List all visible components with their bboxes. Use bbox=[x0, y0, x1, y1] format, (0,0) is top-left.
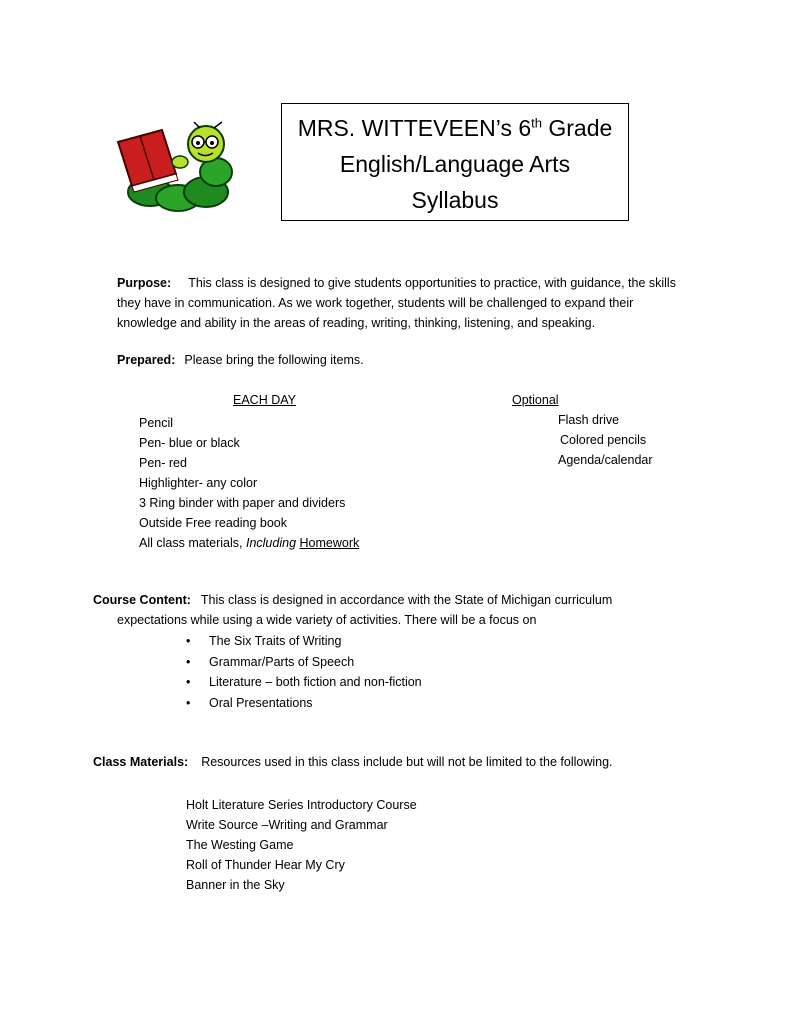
purpose-text: This class is designed to give students opportunities to practice, with guidance, the skills bbox=[188, 276, 676, 290]
antenna bbox=[214, 122, 222, 128]
list-item: Highlighter- any color bbox=[139, 476, 258, 490]
list-item: Roll of Thunder Hear My Cry bbox=[186, 858, 345, 872]
optional-header: Optional bbox=[512, 393, 559, 407]
bullet-icon: • bbox=[186, 696, 191, 710]
antenna bbox=[194, 122, 200, 128]
list-item: Banner in the Sky bbox=[186, 878, 285, 892]
optional-item: Colored pencils bbox=[560, 433, 647, 447]
course-content-line-2: expectations while using a wide variety of activities. There will be a focus on bbox=[117, 613, 537, 627]
list-item: Pencil bbox=[139, 416, 174, 430]
class-materials-line: Class Materials: Resources used in this class include but will not be limited to the following. bbox=[93, 755, 613, 769]
each-day-list bbox=[139, 413, 359, 553]
prepared-label: Prepared: bbox=[117, 353, 176, 367]
prepared-section bbox=[117, 353, 364, 367]
optional-item: Flash drive bbox=[558, 413, 620, 427]
bullet-icon: • bbox=[186, 675, 191, 689]
materials-list bbox=[186, 795, 417, 895]
title-line-2: English/Language Arts bbox=[339, 151, 571, 177]
worm-hand bbox=[172, 156, 188, 168]
list-item: Write Source –Writing and Grammar bbox=[186, 818, 388, 832]
list-item: Pen- red bbox=[139, 456, 187, 470]
prepared-text: Please bring the following items. bbox=[184, 353, 364, 367]
list-item: The Westing Game bbox=[186, 838, 294, 852]
title-line-3: Syllabus bbox=[411, 187, 499, 213]
class-materials-label: Class Materials: bbox=[93, 755, 189, 769]
list-item: Outside Free reading book bbox=[139, 516, 288, 530]
list-item: All class materials, Including Homework bbox=[139, 536, 360, 550]
each-day-header: EACH DAY bbox=[233, 393, 296, 407]
course-content-line-1: Course Content: This class is designed in accordance with the State of Michigan curriculum bbox=[93, 593, 613, 607]
title-line-1: MRS. WITTEVEEN’s 6th Grade bbox=[297, 115, 613, 141]
purpose-text: knowledge and ability in the areas of reading, writing, thinking, listening, and speaking. bbox=[117, 316, 596, 330]
list-item: Pen- blue or black bbox=[139, 436, 240, 450]
list-item: 3 Ring binder with paper and dividers bbox=[139, 496, 346, 510]
purpose-section bbox=[117, 273, 676, 333]
bullet-icon: • bbox=[186, 655, 191, 669]
optional-item: Agenda/calendar bbox=[558, 453, 653, 467]
course-content-label: Course Content: bbox=[93, 593, 191, 607]
list-item: Holt Literature Series Introductory Course bbox=[186, 798, 417, 812]
purpose-text: they have in communication. As we work together, students will be challenged to expand their bbox=[117, 296, 634, 310]
bookworm-illustration bbox=[110, 120, 242, 215]
purpose-label: Purpose: bbox=[117, 276, 172, 290]
title-box bbox=[281, 103, 629, 221]
bullet-icon: • bbox=[186, 634, 191, 648]
